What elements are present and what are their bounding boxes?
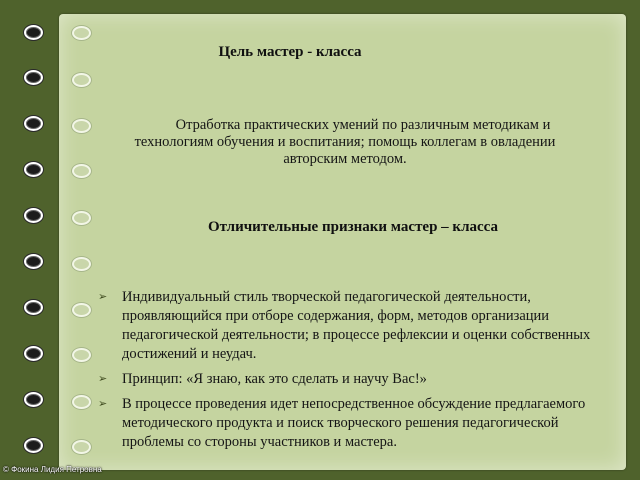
binder-hole-icon (72, 73, 91, 87)
arrow-bullet-icon: ➢ (98, 291, 108, 303)
features-list (96, 288, 608, 458)
binder-rings-outer (0, 0, 64, 480)
binder-hole-icon (72, 348, 91, 362)
list-item-text: В процессе проведения идет непосредственное обсуждение предлагаемого методического продукта и поиск творческого решения педагогической проблемы со стороны участников и мастера. (122, 396, 586, 450)
goal-paragraph (110, 117, 580, 168)
binder-hole-icon (72, 303, 91, 317)
binder-hole-icon (72, 257, 91, 271)
binder-hole-icon (72, 164, 91, 178)
binder-ring-icon (24, 300, 43, 315)
binder-hole-icon (72, 119, 91, 133)
list-item (96, 288, 608, 364)
list-item-text: Индивидуальный стиль творческой педагогической деятельности, проявляющийся при отборе содержания, форм, методов организации педагогической деятельности; в процессе рефлексии и оценки собственных достижений и неудач. (122, 289, 591, 362)
section-subtitle: Отличительные признаки мастер – класса (208, 219, 498, 235)
binder-ring-icon (24, 392, 43, 407)
arrow-bullet-icon: ➢ (98, 373, 108, 385)
binder-ring-icon (24, 162, 43, 177)
binder-hole-icon (72, 395, 91, 409)
slide-title: Цель мастер - класса (218, 44, 362, 60)
binder-hole-icon (72, 211, 91, 225)
binder-ring-icon (24, 116, 43, 131)
binder-ring-icon (24, 25, 43, 40)
binder-ring-icon (24, 438, 43, 453)
copyright-notice: © Фокина Лидия Петровна (3, 465, 102, 474)
binder-ring-icon (24, 70, 43, 85)
list-item (96, 370, 608, 389)
binder-hole-icon (72, 440, 91, 454)
binder-ring-icon (24, 346, 43, 361)
goal-paragraph-text: Отработка практических умений по различным методикам и технологиям обучения и воспитания; помощь коллегам в овладении авторским методом. (134, 117, 556, 167)
arrow-bullet-icon: ➢ (98, 398, 108, 410)
binder-hole-icon (72, 26, 91, 40)
binder-ring-icon (24, 208, 43, 223)
list-item (96, 395, 608, 452)
binder-ring-icon (24, 254, 43, 269)
list-item-text: Принцип: «Я знаю, как это сделать и научу Вас!» (122, 371, 427, 387)
